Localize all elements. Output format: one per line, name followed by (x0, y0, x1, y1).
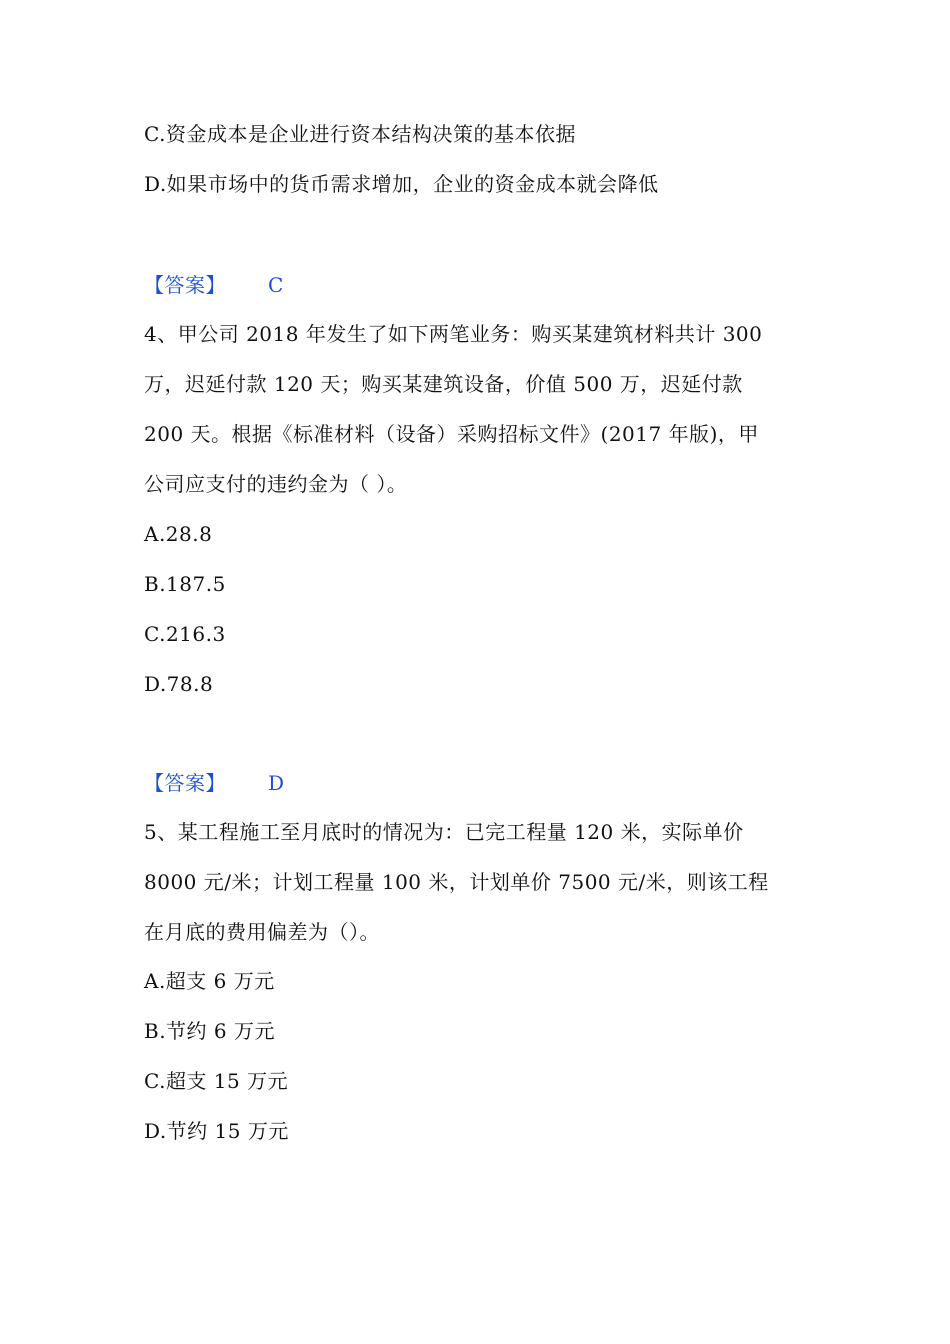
prev-option-d: D.如果市场中的货币需求增加，企业的资金成本就会降低 (144, 172, 659, 196)
q4-stem-line-1: 4、甲公司 2018 年发生了如下两笔业务：购买某建筑材料共计 300 (144, 322, 763, 346)
q5-option-c: C.超支 15 万元 (144, 1069, 289, 1093)
answer-value: D (268, 771, 285, 795)
q4-answer-row (144, 771, 285, 795)
q5-option-d: D.节约 15 万元 (144, 1119, 289, 1143)
q5-stem-line-1: 5、某工程施工至月底时的情况为：已完工程量 120 米，实际单价 (144, 820, 744, 844)
prev-answer-row (144, 273, 284, 297)
q4-option-c: C.216.3 (144, 622, 226, 646)
q5-option-b: B.节约 6 万元 (144, 1019, 275, 1043)
q4-option-a: A.28.8 (144, 522, 213, 546)
q4-option-d: D.78.8 (144, 672, 214, 696)
answer-label: 【答案】 (144, 771, 226, 795)
q5-option-a: A.超支 6 万元 (144, 969, 275, 993)
q4-option-b: B.187.5 (144, 572, 226, 596)
q4-stem-line-4: 公司应支付的违约金为（ ）。 (144, 472, 408, 496)
answer-value: C (268, 273, 284, 297)
prev-option-c: C.资金成本是企业进行资本结构决策的基本依据 (144, 122, 576, 146)
q5-stem-line-2: 8000 元/米；计划工程量 100 米，计划单价 7500 元/米，则该工程 (144, 870, 769, 894)
q5-stem-line-3: 在月底的费用偏差为（）。 (144, 920, 380, 944)
q4-stem-line-3: 200 天。根据《标准材料（设备）采购招标文件》(2017 年版)，甲 (144, 422, 759, 446)
answer-label: 【答案】 (144, 273, 226, 297)
q4-stem-line-2: 万，迟延付款 120 天；购买某建筑设备，价值 500 万，迟延付款 (144, 372, 743, 396)
